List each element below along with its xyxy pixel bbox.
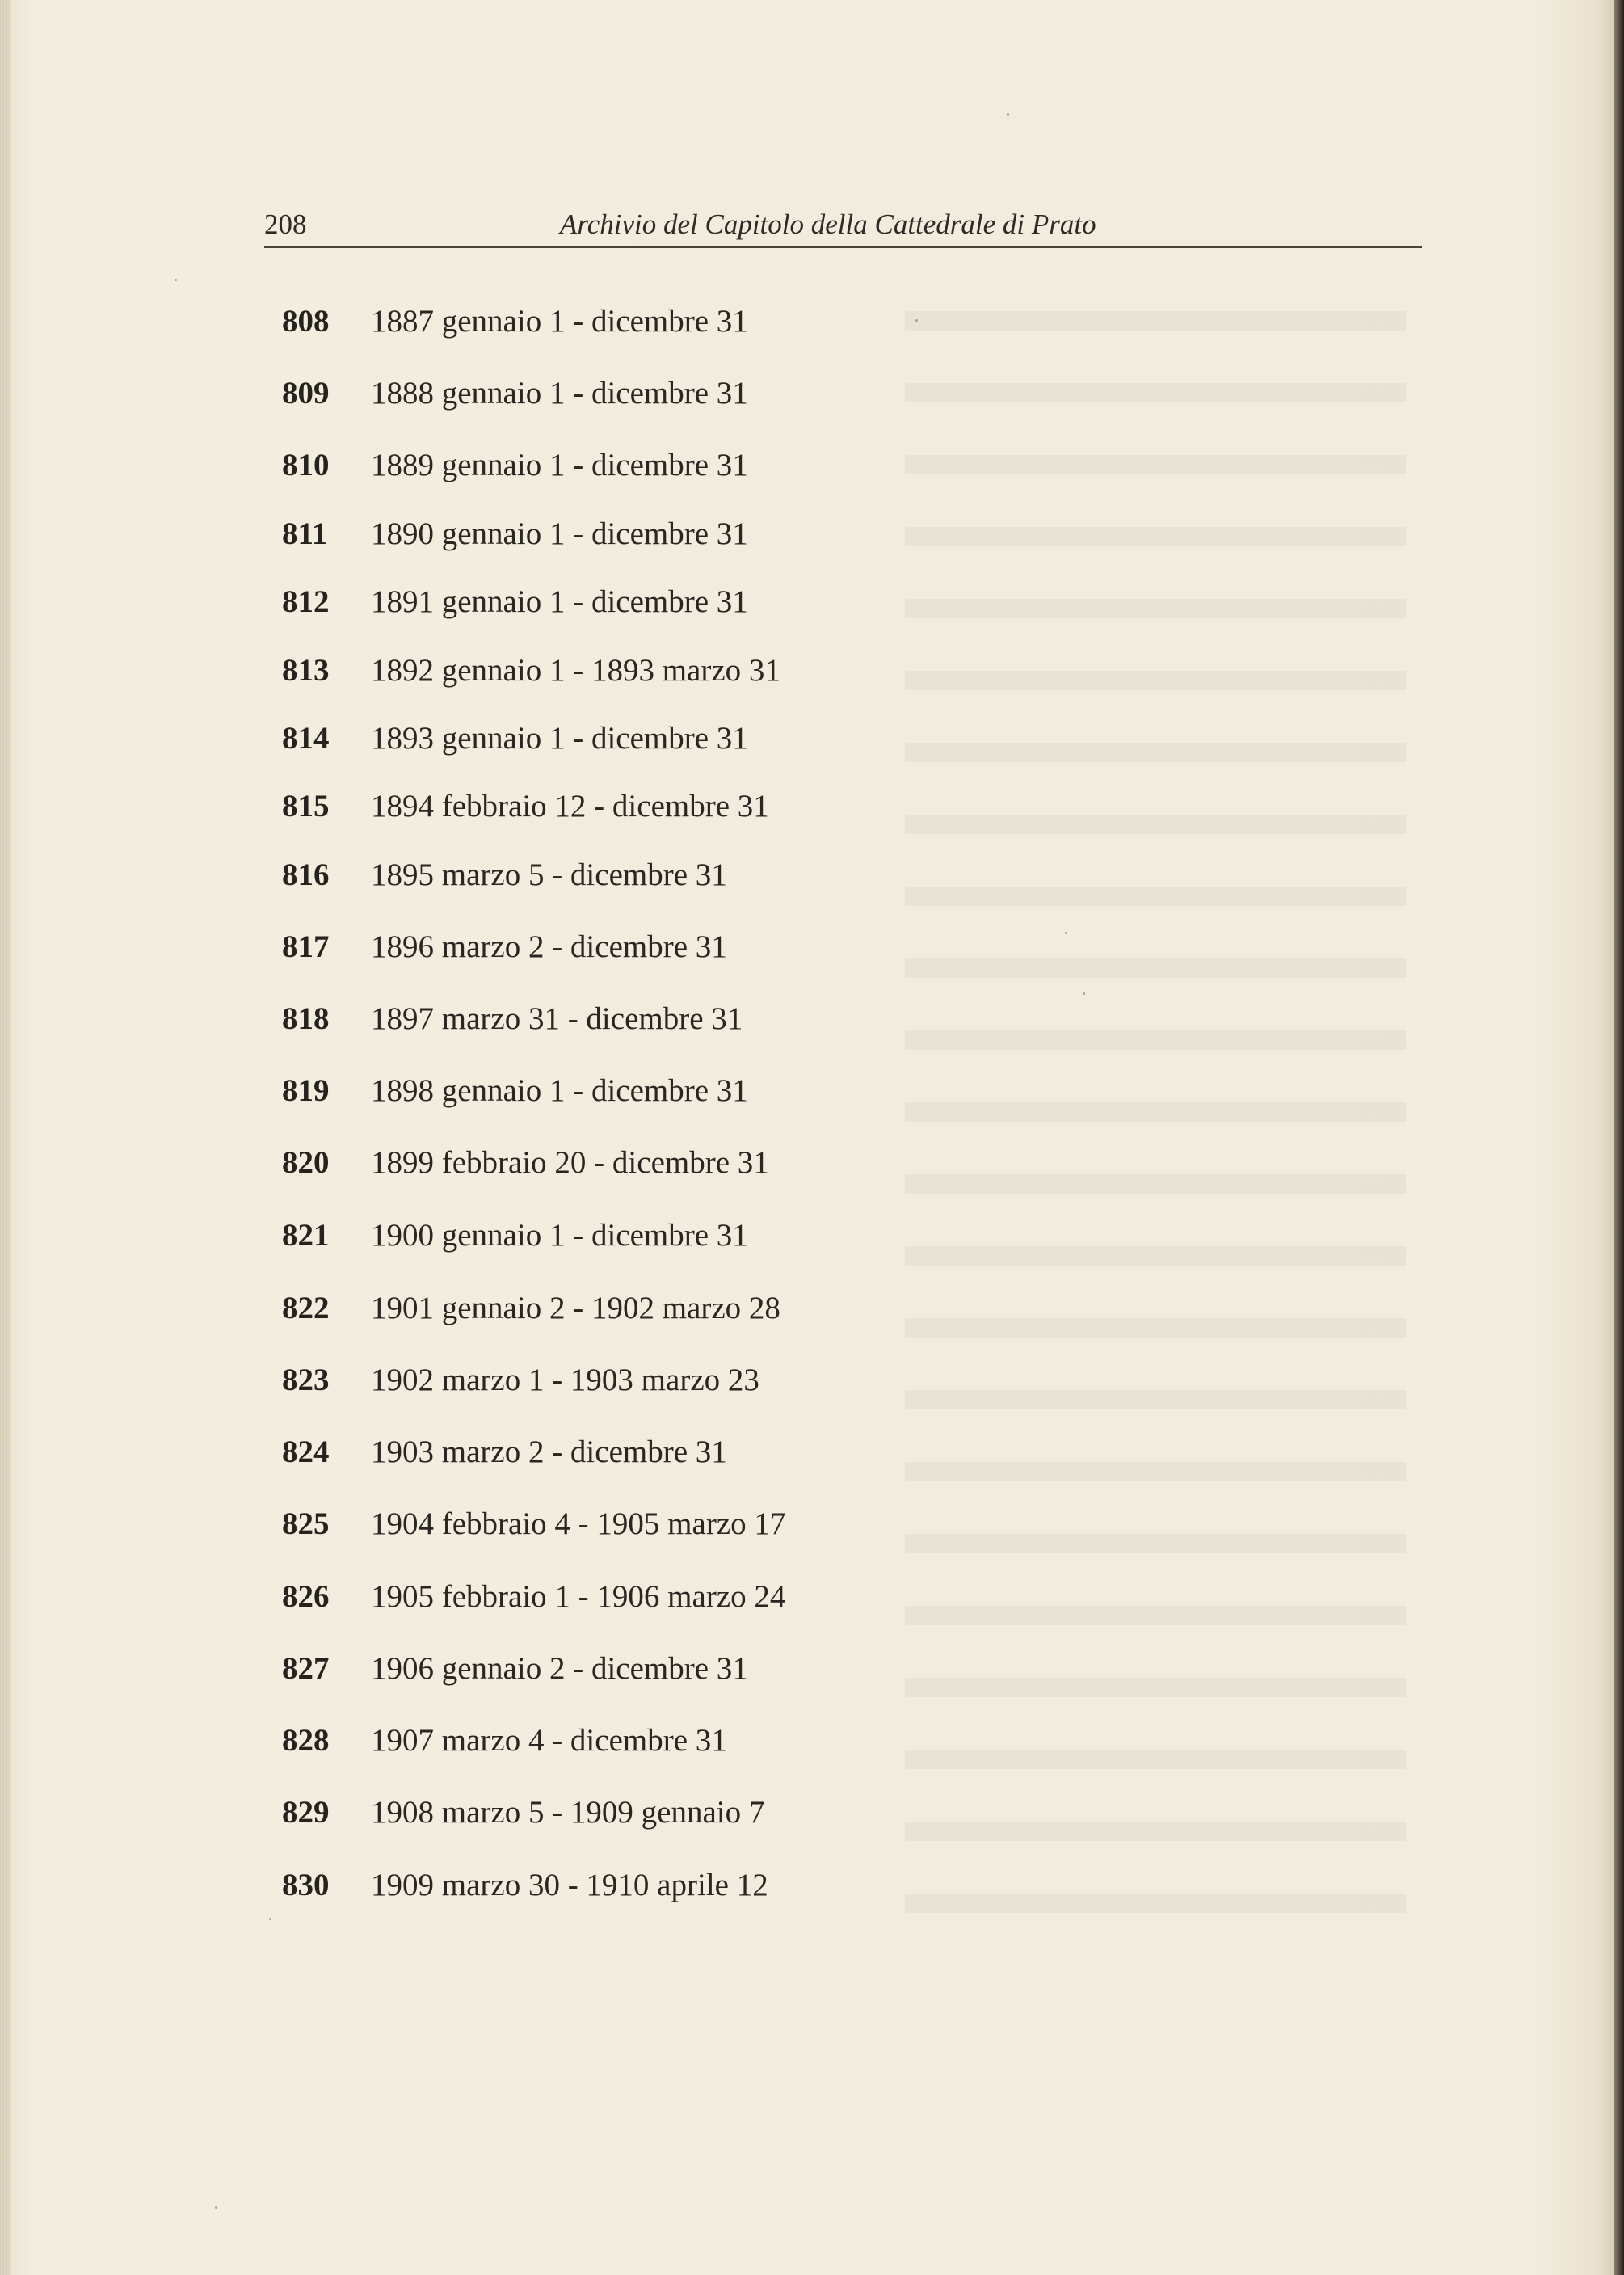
entry-number: 817: [282, 929, 330, 964]
entry-number: 820: [282, 1145, 330, 1180]
entry-number: 827: [282, 1651, 330, 1686]
page-right-shadow: [1614, 0, 1624, 2275]
entry-number: 826: [282, 1579, 330, 1614]
page-number: 208: [264, 209, 307, 240]
entry-number: 813: [282, 653, 330, 688]
paper-speck: [1007, 113, 1009, 116]
entry-date-range: 1895 marzo 5 - dicembre 31: [371, 857, 727, 892]
entry-number: 829: [282, 1795, 330, 1830]
entry-date-range: 1903 marzo 2 - dicembre 31: [371, 1435, 727, 1469]
entry-number: 814: [282, 721, 330, 756]
entry-date-range: 1901 gennaio 2 - 1902 marzo 28: [371, 1291, 780, 1325]
entry-number: 808: [282, 304, 330, 339]
entry-number: 809: [282, 376, 330, 411]
paper-speck: [1083, 992, 1085, 995]
entry-number: 816: [282, 857, 330, 892]
entry-date-range: 1896 marzo 2 - dicembre 31: [371, 929, 727, 964]
paper-speck: [175, 279, 177, 281]
entry-number: 822: [282, 1291, 330, 1325]
page-gutter-edge: [0, 0, 10, 2275]
entry-number: 818: [282, 1001, 330, 1036]
entry-number: 812: [282, 584, 330, 619]
entry-date-range: 1899 febbraio 20 - dicembre 31: [371, 1145, 769, 1180]
entry-date-range: 1887 gennaio 1 - dicembre 31: [371, 304, 748, 339]
entry-date-range: 1890 gennaio 1 - dicembre 31: [371, 516, 748, 551]
paper-speck: [269, 1918, 271, 1920]
entry-number: 811: [282, 516, 328, 551]
entry-date-range: 1891 gennaio 1 - dicembre 31: [371, 584, 748, 619]
entry-date-range: 1905 febbraio 1 - 1906 marzo 24: [371, 1579, 786, 1614]
entry-date-range: 1908 marzo 5 - 1909 gennaio 7: [371, 1795, 765, 1830]
entry-date-range: 1902 marzo 1 - 1903 marzo 23: [371, 1363, 759, 1397]
entry-date-range: 1904 febbraio 4 - 1905 marzo 17: [371, 1506, 786, 1541]
paper-speck: [915, 319, 918, 322]
entry-date-range: 1907 marzo 4 - dicembre 31: [371, 1723, 727, 1758]
header-rule: [264, 246, 1422, 248]
entry-date-range: 1894 febbraio 12 - dicembre 31: [371, 789, 769, 824]
entry-date-range: 1888 gennaio 1 - dicembre 31: [371, 376, 748, 411]
entry-number: 810: [282, 448, 330, 482]
show-through-text: [905, 301, 1406, 1934]
entry-date-range: 1909 marzo 30 - 1910 aprile 12: [371, 1868, 768, 1902]
entry-number: 819: [282, 1073, 330, 1108]
entry-number: 821: [282, 1218, 330, 1253]
entry-date-range: 1889 gennaio 1 - dicembre 31: [371, 448, 748, 482]
paper-speck: [1065, 932, 1067, 934]
entry-date-range: 1897 marzo 31 - dicembre 31: [371, 1001, 743, 1036]
paper-speck: [215, 2206, 217, 2209]
entry-number: 823: [282, 1363, 330, 1397]
entry-date-range: 1892 gennaio 1 - 1893 marzo 31: [371, 653, 780, 688]
page-header: [264, 205, 1422, 247]
entry-number: 828: [282, 1723, 330, 1758]
entry-number: 830: [282, 1868, 330, 1902]
running-title: Archivio del Capitolo della Cattedrale di Prato: [560, 209, 1096, 240]
entry-date-range: 1898 gennaio 1 - dicembre 31: [371, 1073, 748, 1108]
entry-date-range: 1893 gennaio 1 - dicembre 31: [371, 721, 748, 756]
entry-number: 824: [282, 1435, 330, 1469]
entry-number: 825: [282, 1506, 330, 1541]
entry-date-range: 1900 gennaio 1 - dicembre 31: [371, 1218, 748, 1253]
entry-date-range: 1906 gennaio 2 - dicembre 31: [371, 1651, 748, 1686]
entry-number: 815: [282, 789, 330, 824]
